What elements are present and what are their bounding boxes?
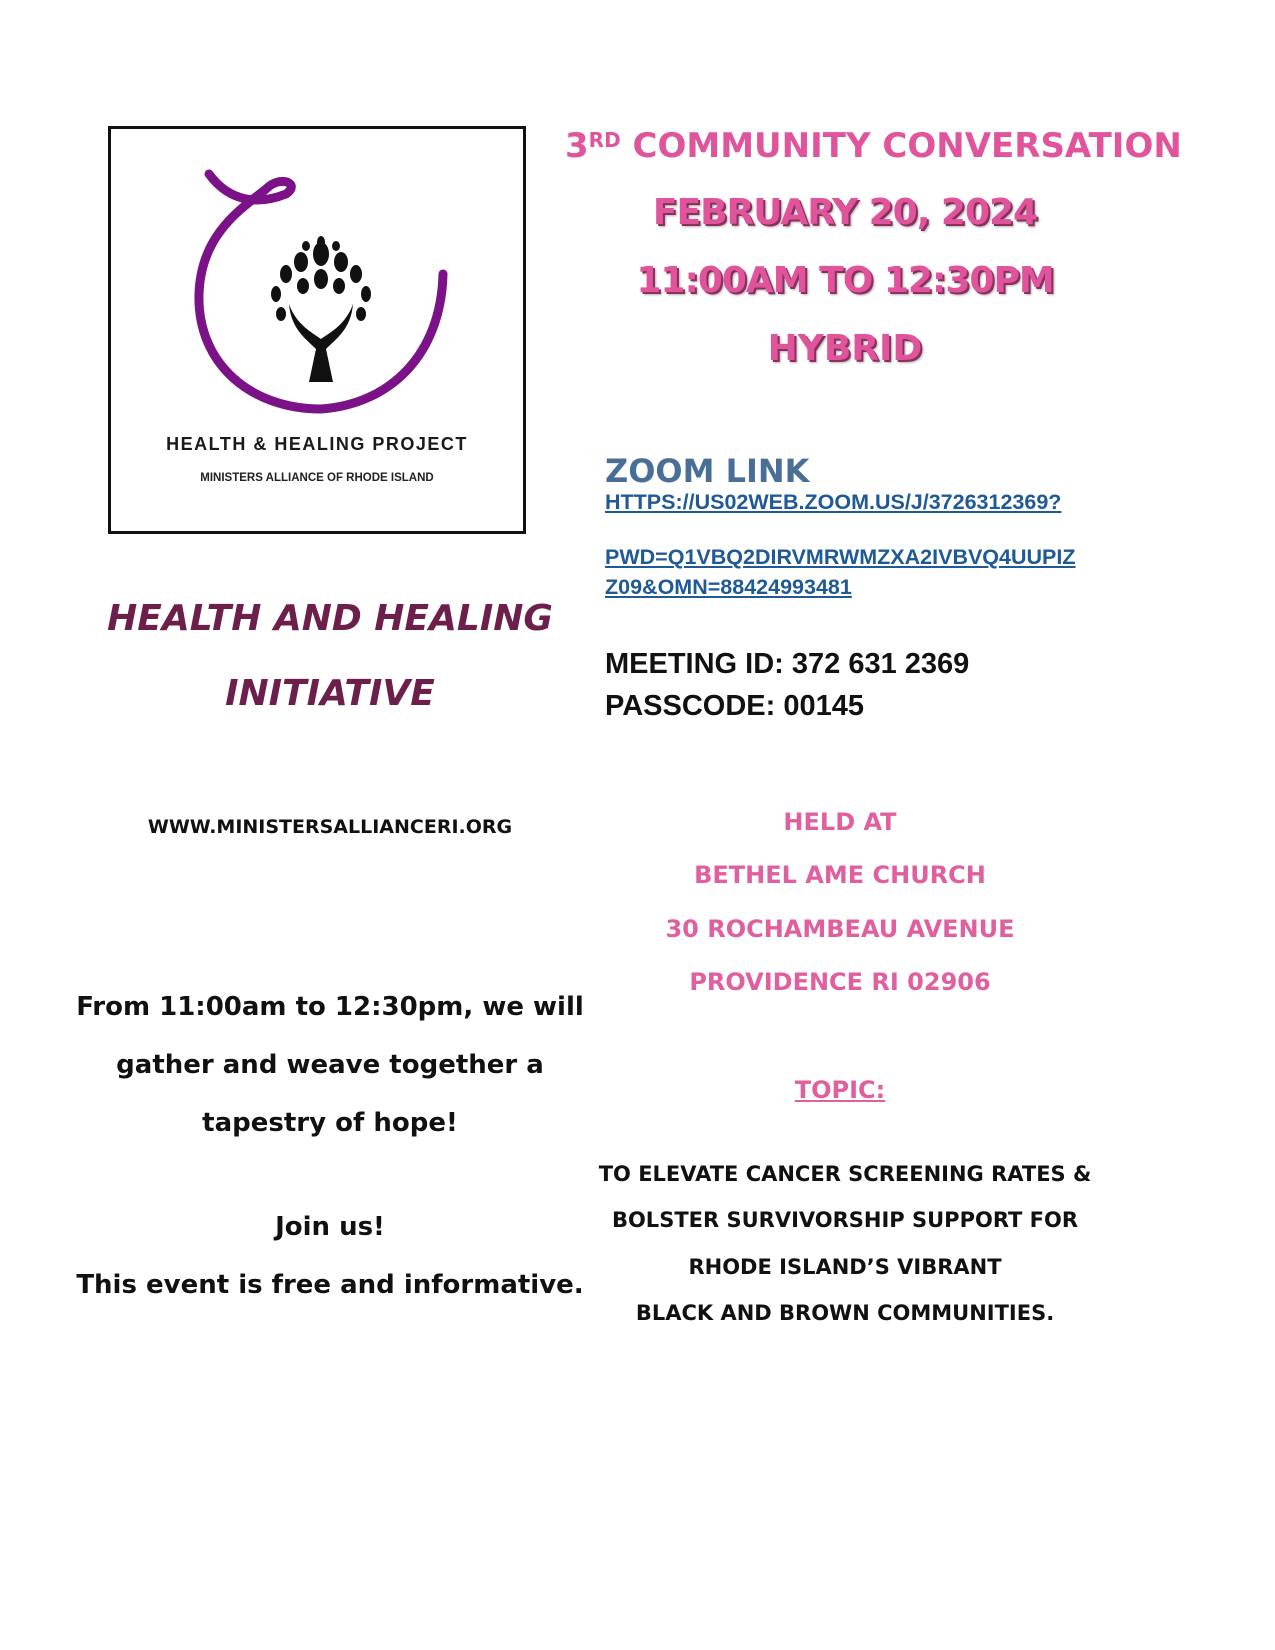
logo-frame: [108, 126, 526, 534]
logo-subtitle: MINISTERS ALLIANCE OF RHODE ISLAND: [200, 472, 434, 484]
event-title-text: COMMUNITY CONVERSATION: [632, 126, 1182, 166]
event-ordinal-suffix: RD: [588, 128, 621, 152]
venue-city: PROVIDENCE RI 02906: [689, 968, 991, 996]
event-ordinal-number: 3: [565, 126, 589, 166]
held-at-label: HELD AT: [783, 808, 897, 836]
join-us-text: Join us!: [275, 1212, 385, 1242]
zoom-link-line1[interactable]: HTTPS://US02WEB.ZOOM.US/J/3726312369?: [605, 490, 1062, 514]
initiative-title-line2: INITIATIVE: [225, 673, 435, 714]
event-title: [565, 126, 1182, 166]
ribbon-tree-logo-icon: [181, 164, 461, 424]
description-line3: tapestry of hope!: [202, 1108, 458, 1138]
free-event-text: This event is free and informative.: [76, 1270, 584, 1300]
venue-name: BETHEL AME CHURCH: [694, 861, 986, 889]
logo-title: HEALTH & HEALING PROJECT: [166, 434, 468, 454]
description-line1: From 11:00am to 12:30pm, we will: [76, 992, 584, 1022]
zoom-link-heading: ZOOM LINK: [605, 452, 810, 490]
zoom-link-line2[interactable]: PWD=Q1VBQ2DIRVMRWMZXA2IVBVQ4UUPIZ: [605, 545, 1076, 569]
topic-line4: BLACK AND BROWN COMMUNITIES.: [635, 1301, 1055, 1325]
passcode: PASSCODE: 00145: [605, 690, 864, 722]
event-date: FEBRUARY 20, 2024: [652, 192, 1038, 233]
website-link[interactable]: WWW.MINISTERSALLIANCERI.ORG: [147, 816, 513, 838]
zoom-link-line3[interactable]: Z09&OMN=88424993481: [605, 575, 852, 599]
event-format: HYBRID: [767, 328, 923, 369]
event-time: 11:00AM TO 12:30PM: [636, 260, 1054, 301]
meeting-id: MEETING ID: 372 631 2369: [605, 648, 970, 680]
topic-line2: BOLSTER SURVIVORSHIP SUPPORT FOR: [611, 1208, 1079, 1232]
description-line2: gather and weave together a: [116, 1050, 544, 1080]
topic-line3: RHODE ISLAND’S VIBRANT: [688, 1255, 1002, 1279]
initiative-title-line1: HEALTH AND HEALING: [107, 598, 553, 639]
topic-heading: TOPIC:: [794, 1076, 886, 1104]
venue-street: 30 ROCHAMBEAU AVENUE: [665, 915, 1015, 943]
topic-line1: TO ELEVATE CANCER SCREENING RATES &: [598, 1162, 1092, 1186]
